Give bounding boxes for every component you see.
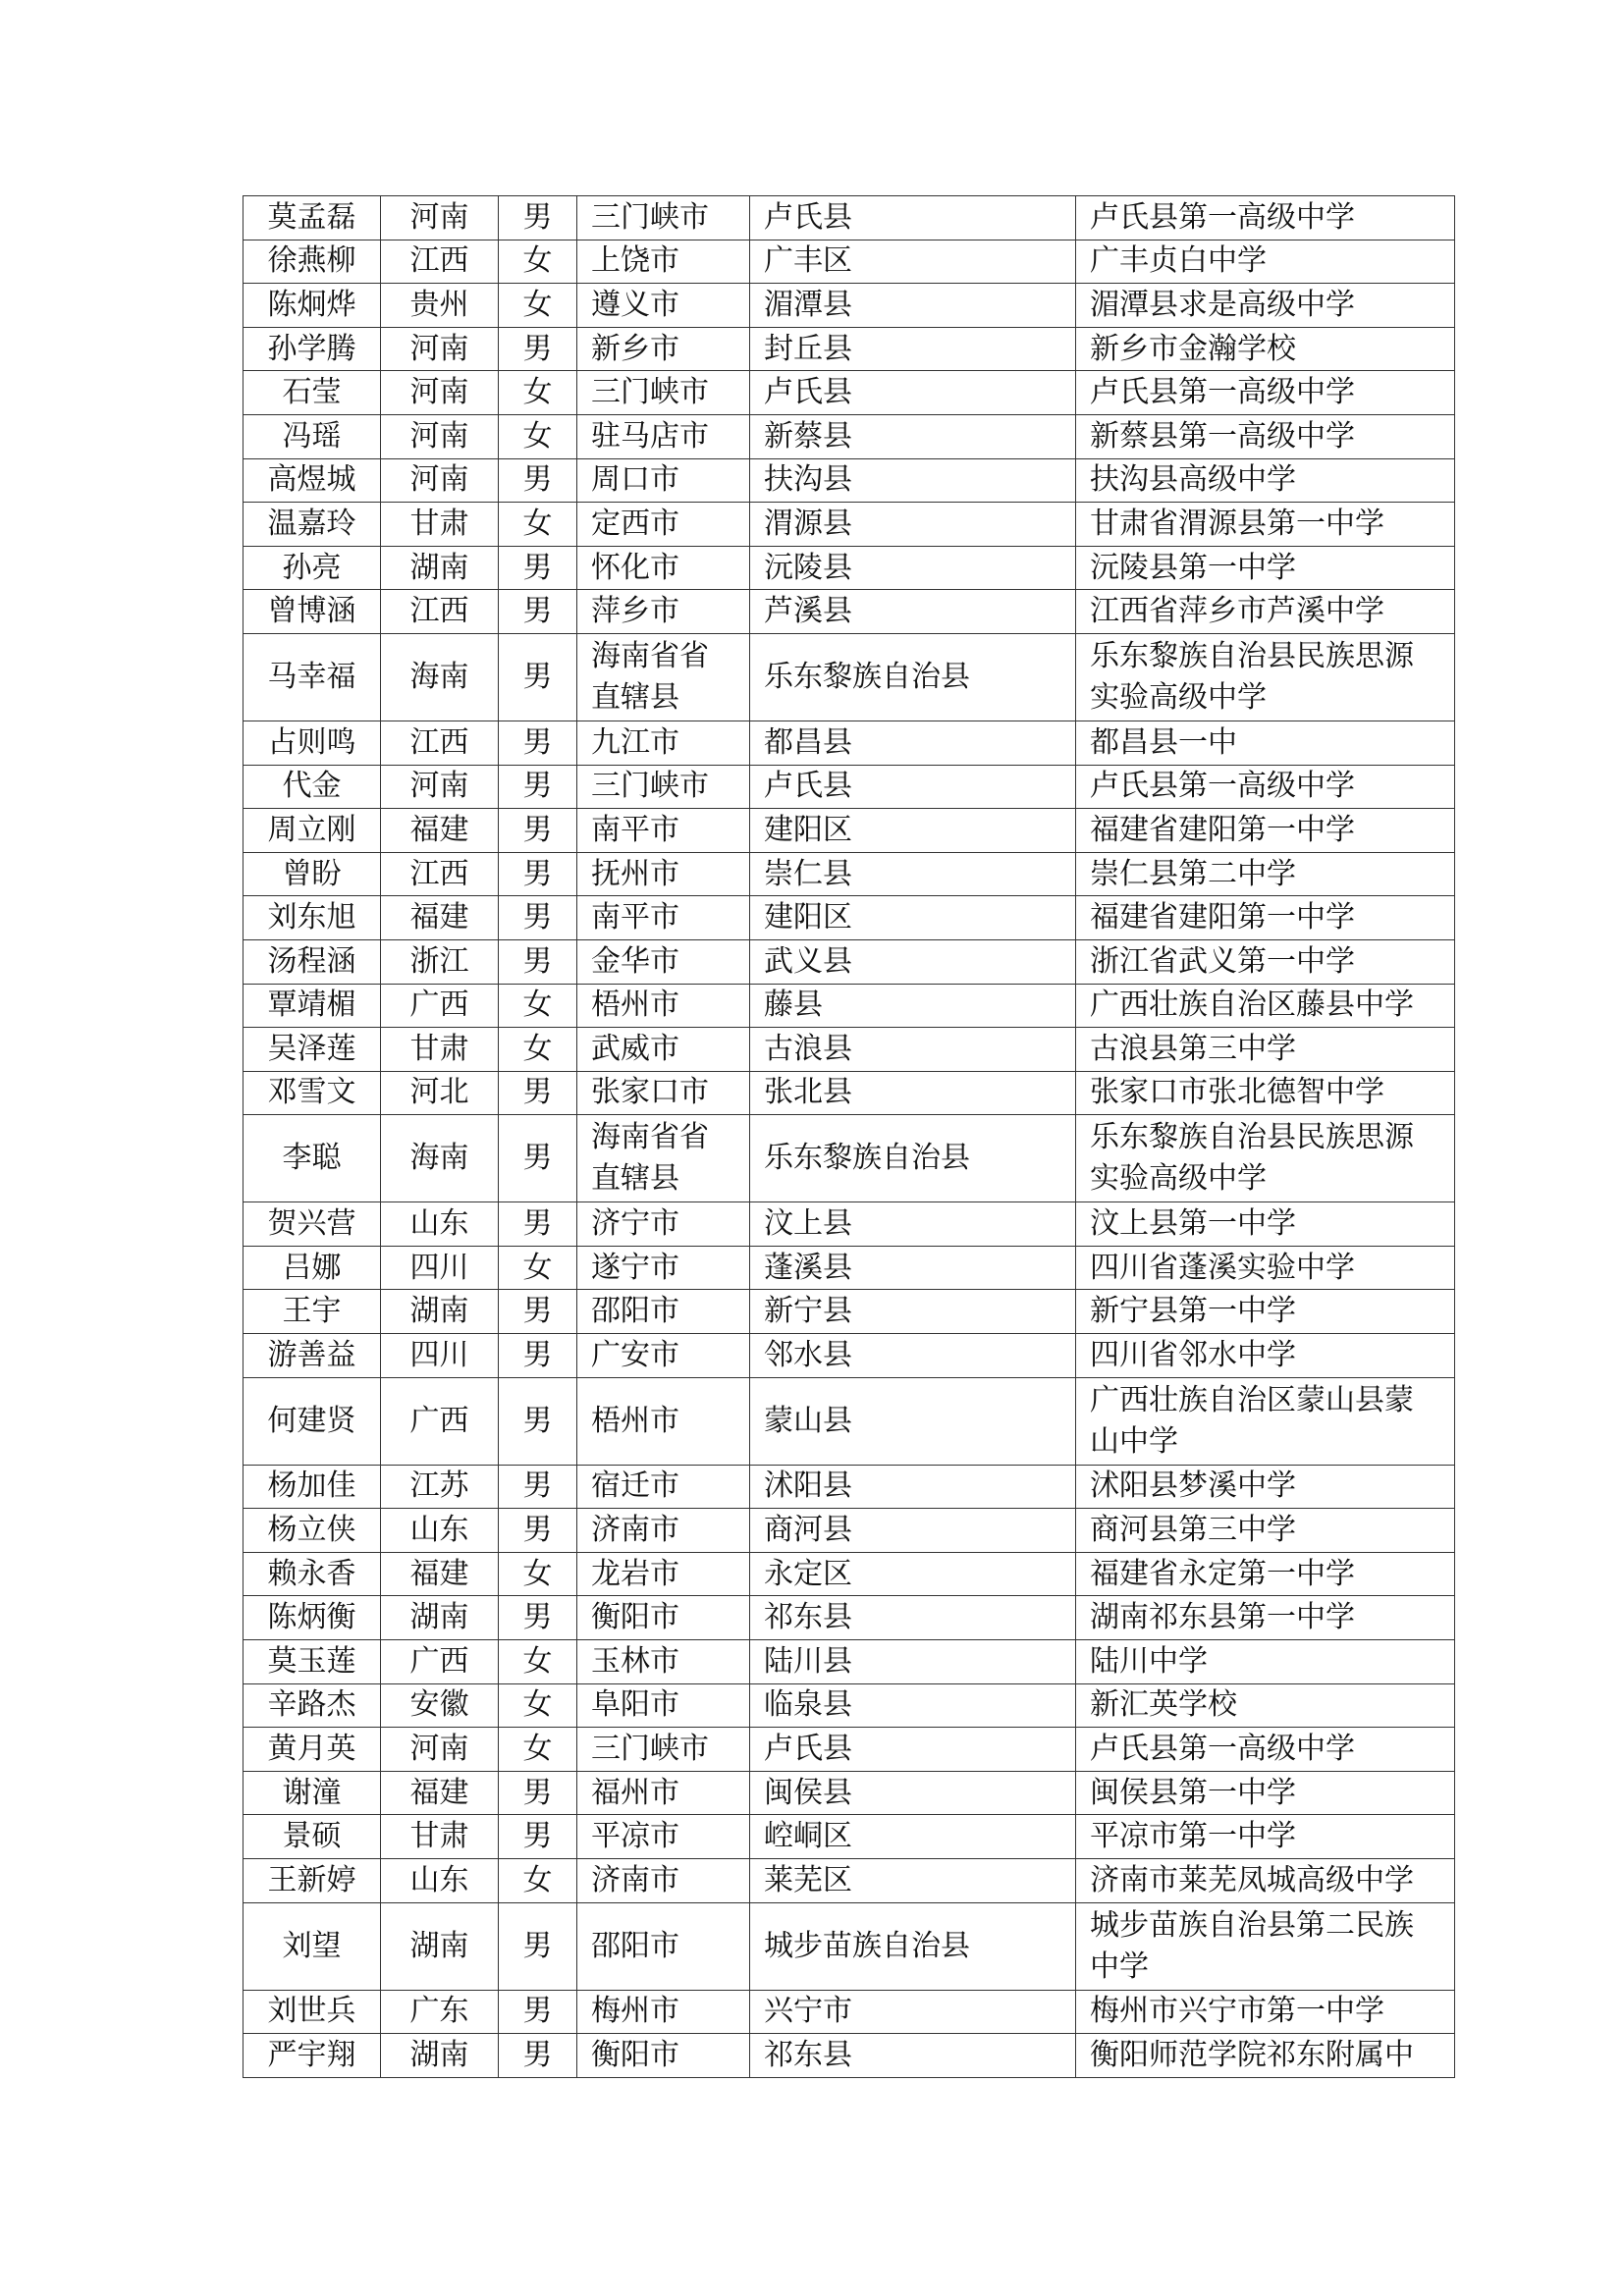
cell-school: 扶沟县高级中学	[1076, 458, 1455, 503]
cell-county: 建阳区	[750, 809, 1076, 853]
table-row	[244, 1377, 1455, 1465]
cell-county: 新宁县	[750, 1290, 1076, 1334]
cell-province: 甘肃	[381, 1815, 499, 1859]
table-row	[244, 1246, 1455, 1290]
table-row	[244, 984, 1455, 1028]
cell-province: 江西	[381, 590, 499, 634]
cell-school: 福建省建阳第一中学	[1076, 809, 1455, 853]
cell-gender: 男	[499, 809, 577, 853]
cell-county: 蓬溪县	[750, 1246, 1076, 1290]
cell-name: 景硕	[244, 1815, 381, 1859]
cell-name: 莫孟磊	[244, 196, 381, 240]
cell-gender: 女	[499, 414, 577, 458]
table-row	[244, 1990, 1455, 2034]
cell-gender: 男	[499, 1290, 577, 1334]
cell-gender: 女	[499, 1640, 577, 1684]
cell-province: 安徽	[381, 1683, 499, 1728]
cell-city	[577, 1115, 750, 1202]
table-row	[244, 1640, 1455, 1684]
cell-province: 江西	[381, 240, 499, 284]
cell-province: 河南	[381, 1728, 499, 1772]
cell-line: 广西壮族自治区蒙山县蒙	[1090, 1382, 1414, 1417]
cell-name: 冯瑶	[244, 414, 381, 458]
cell-line: 城步苗族自治县第二民族	[1090, 1907, 1414, 1943]
table-row	[244, 327, 1455, 371]
cell-gender: 男	[499, 1465, 577, 1509]
cell-county: 扶沟县	[750, 458, 1076, 503]
cell-city: 驻马店市	[577, 414, 750, 458]
cell-gender: 男	[499, 1990, 577, 2034]
cell-city: 定西市	[577, 503, 750, 547]
cell-province: 福建	[381, 809, 499, 853]
cell-province: 海南	[381, 633, 499, 721]
table-row	[244, 414, 1455, 458]
cell-city	[577, 1377, 750, 1465]
cell-name: 辛路杰	[244, 1683, 381, 1728]
cell-school	[1076, 1115, 1455, 1202]
cell-name: 孙亮	[244, 546, 381, 590]
cell-county: 蒙山县	[750, 1377, 1076, 1465]
cell-province: 山东	[381, 1202, 499, 1247]
cell-school: 福建省永定第一中学	[1076, 1552, 1455, 1596]
cell-line: 邵阳市	[591, 1928, 679, 1963]
cell-school: 新宁县第一中学	[1076, 1290, 1455, 1334]
cell-gender: 男	[499, 196, 577, 240]
cell-name: 游善益	[244, 1334, 381, 1378]
table-row	[244, 1683, 1455, 1728]
table-row	[244, 1202, 1455, 1247]
cell-city: 上饶市	[577, 240, 750, 284]
table-row	[244, 896, 1455, 940]
cell-name: 马幸福	[244, 633, 381, 721]
cell-gender: 男	[499, 1596, 577, 1640]
cell-school: 卢氏县第一高级中学	[1076, 196, 1455, 240]
cell-name: 曾博涵	[244, 590, 381, 634]
cell-province: 山东	[381, 1859, 499, 1903]
cell-city: 武威市	[577, 1028, 750, 1072]
cell-gender: 男	[499, 1815, 577, 1859]
cell-county: 商河县	[750, 1509, 1076, 1553]
cell-county: 古浪县	[750, 1028, 1076, 1072]
cell-line: 中学	[1090, 1949, 1149, 1984]
cell-name: 严宇翔	[244, 2034, 381, 2078]
cell-city: 梅州市	[577, 1990, 750, 2034]
cell-county: 渭源县	[750, 503, 1076, 547]
cell-province: 河南	[381, 458, 499, 503]
cell-name: 王宇	[244, 1290, 381, 1334]
cell-county: 沅陵县	[750, 546, 1076, 590]
cell-city: 遵义市	[577, 284, 750, 328]
cell-gender: 男	[499, 1334, 577, 1378]
cell-name: 代金	[244, 765, 381, 809]
cell-province: 甘肃	[381, 503, 499, 547]
table-row	[244, 458, 1455, 503]
cell-school: 平凉市第一中学	[1076, 1815, 1455, 1859]
cell-gender: 女	[499, 1859, 577, 1903]
cell-gender: 女	[499, 1683, 577, 1728]
student-table	[243, 195, 1455, 2078]
cell-school: 商河县第三中学	[1076, 1509, 1455, 1553]
cell-county: 临泉县	[750, 1683, 1076, 1728]
cell-name: 陈炯烨	[244, 284, 381, 328]
table-row	[244, 371, 1455, 415]
cell-province: 贵州	[381, 284, 499, 328]
cell-gender: 女	[499, 1728, 577, 1772]
cell-county: 乐东黎族自治县	[750, 633, 1076, 721]
table-body	[244, 196, 1455, 2078]
cell-school: 梅州市兴宁市第一中学	[1076, 1990, 1455, 2034]
cell-line: 梧州市	[591, 1403, 679, 1438]
cell-school: 新蔡县第一高级中学	[1076, 414, 1455, 458]
cell-name: 徐燕柳	[244, 240, 381, 284]
cell-gender: 男	[499, 1902, 577, 1990]
cell-county: 沭阳县	[750, 1465, 1076, 1509]
cell-city: 三门峡市	[577, 371, 750, 415]
cell-province: 河南	[381, 327, 499, 371]
table-row	[244, 1115, 1455, 1202]
cell-county: 城步苗族自治县	[750, 1902, 1076, 1990]
table-row	[244, 1859, 1455, 1903]
table-row	[244, 1071, 1455, 1115]
cell-school: 浙江省武义第一中学	[1076, 939, 1455, 984]
cell-gender: 男	[499, 1377, 577, 1465]
cell-province: 福建	[381, 896, 499, 940]
cell-city: 梧州市	[577, 984, 750, 1028]
cell-gender: 男	[499, 546, 577, 590]
cell-province: 山东	[381, 1509, 499, 1553]
cell-name: 吕娜	[244, 1246, 381, 1290]
cell-school: 新汇英学校	[1076, 1683, 1455, 1728]
cell-school: 沭阳县梦溪中学	[1076, 1465, 1455, 1509]
cell-city: 济南市	[577, 1859, 750, 1903]
cell-gender: 女	[499, 284, 577, 328]
cell-county: 汶上县	[750, 1202, 1076, 1247]
cell-county: 湄潭县	[750, 284, 1076, 328]
cell-name: 石莹	[244, 371, 381, 415]
cell-name: 温嘉玲	[244, 503, 381, 547]
cell-gender: 男	[499, 852, 577, 896]
cell-county: 藤县	[750, 984, 1076, 1028]
cell-province: 湖南	[381, 1902, 499, 1990]
cell-county: 崆峒区	[750, 1815, 1076, 1859]
cell-province: 四川	[381, 1246, 499, 1290]
cell-city: 新乡市	[577, 327, 750, 371]
cell-province: 江苏	[381, 1465, 499, 1509]
cell-gender: 女	[499, 1246, 577, 1290]
cell-name: 刘望	[244, 1902, 381, 1990]
cell-name: 占则鸣	[244, 721, 381, 765]
table-row	[244, 1028, 1455, 1072]
cell-line: 乐东黎族自治县民族思源	[1090, 1120, 1414, 1155]
cell-school: 卢氏县第一高级中学	[1076, 1728, 1455, 1772]
cell-city	[577, 633, 750, 721]
cell-county: 卢氏县	[750, 196, 1076, 240]
cell-school: 卢氏县第一高级中学	[1076, 371, 1455, 415]
cell-city: 张家口市	[577, 1071, 750, 1115]
cell-gender: 女	[499, 503, 577, 547]
cell-county: 邻水县	[750, 1334, 1076, 1378]
cell-city: 衡阳市	[577, 2034, 750, 2078]
cell-city: 三门峡市	[577, 1728, 750, 1772]
cell-province: 广西	[381, 984, 499, 1028]
cell-school: 汶上县第一中学	[1076, 1202, 1455, 1247]
cell-county: 卢氏县	[750, 1728, 1076, 1772]
cell-county: 祁东县	[750, 1596, 1076, 1640]
cell-name: 王新婷	[244, 1859, 381, 1903]
cell-province: 甘肃	[381, 1028, 499, 1072]
cell-gender: 女	[499, 1552, 577, 1596]
cell-school: 张家口市张北德智中学	[1076, 1071, 1455, 1115]
cell-name: 高煜城	[244, 458, 381, 503]
cell-name: 吴泽莲	[244, 1028, 381, 1072]
table-row	[244, 809, 1455, 853]
cell-county: 张北县	[750, 1071, 1076, 1115]
cell-province: 湖南	[381, 2034, 499, 2078]
cell-school: 甘肃省渭源县第一中学	[1076, 503, 1455, 547]
cell-county: 都昌县	[750, 721, 1076, 765]
cell-city: 三门峡市	[577, 765, 750, 809]
cell-name: 覃靖楣	[244, 984, 381, 1028]
cell-school: 江西省萍乡市芦溪中学	[1076, 590, 1455, 634]
cell-school: 广西壮族自治区藤县中学	[1076, 984, 1455, 1028]
cell-school: 湄潭县求是高级中学	[1076, 284, 1455, 328]
cell-province: 河南	[381, 765, 499, 809]
cell-name: 陈炳衡	[244, 1596, 381, 1640]
cell-city: 平凉市	[577, 1815, 750, 1859]
cell-city: 宿迁市	[577, 1465, 750, 1509]
cell-gender: 男	[499, 590, 577, 634]
cell-name: 贺兴营	[244, 1202, 381, 1247]
table-row	[244, 503, 1455, 547]
cell-gender: 男	[499, 1509, 577, 1553]
cell-school: 陆川中学	[1076, 1640, 1455, 1684]
table-row	[244, 1596, 1455, 1640]
cell-province: 湖南	[381, 1290, 499, 1334]
cell-county: 兴宁市	[750, 1990, 1076, 2034]
cell-province: 福建	[381, 1771, 499, 1815]
cell-name: 黄月英	[244, 1728, 381, 1772]
cell-county: 崇仁县	[750, 852, 1076, 896]
cell-name: 杨加佳	[244, 1465, 381, 1509]
cell-gender: 男	[499, 896, 577, 940]
cell-school: 济南市莱芜凤城高级中学	[1076, 1859, 1455, 1903]
cell-province: 广西	[381, 1377, 499, 1465]
table-row	[244, 1902, 1455, 1990]
cell-city: 萍乡市	[577, 590, 750, 634]
cell-county: 乐东黎族自治县	[750, 1115, 1076, 1202]
table-row	[244, 1552, 1455, 1596]
cell-county: 闽侯县	[750, 1771, 1076, 1815]
table-row	[244, 1509, 1455, 1553]
cell-county: 陆川县	[750, 1640, 1076, 1684]
table-row	[244, 284, 1455, 328]
cell-school: 湖南祁东县第一中学	[1076, 1596, 1455, 1640]
cell-city	[577, 1902, 750, 1990]
cell-city: 遂宁市	[577, 1246, 750, 1290]
cell-line: 乐东黎族自治县民族思源	[1090, 638, 1414, 673]
cell-line: 实验高级中学	[1090, 1161, 1267, 1197]
cell-county: 祁东县	[750, 2034, 1076, 2078]
cell-city: 三门峡市	[577, 196, 750, 240]
cell-province: 河北	[381, 1071, 499, 1115]
cell-name: 赖永香	[244, 1552, 381, 1596]
cell-gender: 男	[499, 633, 577, 721]
cell-name: 何建贤	[244, 1377, 381, 1465]
cell-gender: 女	[499, 1028, 577, 1072]
cell-city: 九江市	[577, 721, 750, 765]
cell-gender: 女	[499, 984, 577, 1028]
cell-gender: 女	[499, 371, 577, 415]
cell-province: 湖南	[381, 1596, 499, 1640]
cell-county: 封丘县	[750, 327, 1076, 371]
cell-province: 四川	[381, 1334, 499, 1378]
table-row	[244, 633, 1455, 721]
cell-school	[1076, 1902, 1455, 1990]
cell-province: 海南	[381, 1115, 499, 1202]
cell-school: 沅陵县第一中学	[1076, 546, 1455, 590]
cell-city: 阜阳市	[577, 1683, 750, 1728]
cell-city: 南平市	[577, 809, 750, 853]
cell-school: 广丰贞白中学	[1076, 240, 1455, 284]
cell-line: 海南省省	[591, 1120, 709, 1155]
cell-province: 广东	[381, 1990, 499, 2034]
cell-line: 直辖县	[591, 1161, 679, 1197]
cell-school: 崇仁县第二中学	[1076, 852, 1455, 896]
cell-gender: 男	[499, 1071, 577, 1115]
cell-province: 湖南	[381, 546, 499, 590]
cell-name: 刘世兵	[244, 1990, 381, 2034]
cell-line: 海南省省	[591, 638, 709, 673]
cell-province: 河南	[381, 414, 499, 458]
cell-county: 武义县	[750, 939, 1076, 984]
cell-city: 周口市	[577, 458, 750, 503]
cell-city: 济南市	[577, 1509, 750, 1553]
cell-line: 山中学	[1090, 1423, 1178, 1459]
table-row	[244, 1334, 1455, 1378]
table-row	[244, 852, 1455, 896]
cell-gender: 男	[499, 721, 577, 765]
cell-school: 四川省蓬溪实验中学	[1076, 1246, 1455, 1290]
cell-school: 闽侯县第一中学	[1076, 1771, 1455, 1815]
table-row	[244, 1728, 1455, 1772]
cell-city: 玉林市	[577, 1640, 750, 1684]
cell-city: 怀化市	[577, 546, 750, 590]
cell-gender: 男	[499, 1115, 577, 1202]
cell-province: 河南	[381, 371, 499, 415]
cell-gender: 男	[499, 327, 577, 371]
cell-county: 永定区	[750, 1552, 1076, 1596]
table-row	[244, 1290, 1455, 1334]
table-row	[244, 1771, 1455, 1815]
cell-school	[1076, 1377, 1455, 1465]
cell-gender: 男	[499, 2034, 577, 2078]
table-row	[244, 765, 1455, 809]
cell-school	[1076, 633, 1455, 721]
cell-city: 邵阳市	[577, 1290, 750, 1334]
cell-city: 龙岩市	[577, 1552, 750, 1596]
cell-name: 邓雪文	[244, 1071, 381, 1115]
cell-name: 刘东旭	[244, 896, 381, 940]
cell-school: 四川省邻水中学	[1076, 1334, 1455, 1378]
cell-gender: 男	[499, 939, 577, 984]
table-row	[244, 1465, 1455, 1509]
cell-name: 曾盼	[244, 852, 381, 896]
cell-county: 卢氏县	[750, 765, 1076, 809]
cell-school: 福建省建阳第一中学	[1076, 896, 1455, 940]
cell-city: 广安市	[577, 1334, 750, 1378]
cell-name: 孙学腾	[244, 327, 381, 371]
cell-province: 江西	[381, 852, 499, 896]
cell-county: 卢氏县	[750, 371, 1076, 415]
cell-line: 直辖县	[591, 679, 679, 715]
cell-county: 芦溪县	[750, 590, 1076, 634]
cell-province: 江西	[381, 721, 499, 765]
cell-city: 济宁市	[577, 1202, 750, 1247]
table-row	[244, 546, 1455, 590]
cell-line: 实验高级中学	[1090, 679, 1267, 715]
cell-county: 莱芜区	[750, 1859, 1076, 1903]
cell-city: 福州市	[577, 1771, 750, 1815]
cell-name: 莫玉莲	[244, 1640, 381, 1684]
cell-gender: 女	[499, 240, 577, 284]
table-row	[244, 196, 1455, 240]
table-row	[244, 939, 1455, 984]
table-row	[244, 590, 1455, 634]
cell-name: 杨立侠	[244, 1509, 381, 1553]
cell-school: 都昌县一中	[1076, 721, 1455, 765]
cell-name: 谢潼	[244, 1771, 381, 1815]
table-row	[244, 240, 1455, 284]
cell-school: 衡阳师范学院祁东附属中	[1076, 2034, 1455, 2078]
cell-school: 卢氏县第一高级中学	[1076, 765, 1455, 809]
cell-city: 金华市	[577, 939, 750, 984]
cell-city: 衡阳市	[577, 1596, 750, 1640]
cell-county: 建阳区	[750, 896, 1076, 940]
cell-county: 新蔡县	[750, 414, 1076, 458]
cell-province: 河南	[381, 196, 499, 240]
cell-county: 广丰区	[750, 240, 1076, 284]
table-row	[244, 721, 1455, 765]
cell-province: 广西	[381, 1640, 499, 1684]
cell-name: 汤程涵	[244, 939, 381, 984]
cell-school: 古浪县第三中学	[1076, 1028, 1455, 1072]
cell-name: 李聪	[244, 1115, 381, 1202]
cell-name: 周立刚	[244, 809, 381, 853]
cell-school: 新乡市金瀚学校	[1076, 327, 1455, 371]
cell-gender: 男	[499, 765, 577, 809]
cell-city: 抚州市	[577, 852, 750, 896]
cell-province: 浙江	[381, 939, 499, 984]
cell-gender: 男	[499, 1771, 577, 1815]
table-row	[244, 2034, 1455, 2078]
cell-city: 南平市	[577, 896, 750, 940]
cell-province: 福建	[381, 1552, 499, 1596]
table-row	[244, 1815, 1455, 1859]
cell-gender: 男	[499, 1202, 577, 1247]
cell-gender: 男	[499, 458, 577, 503]
